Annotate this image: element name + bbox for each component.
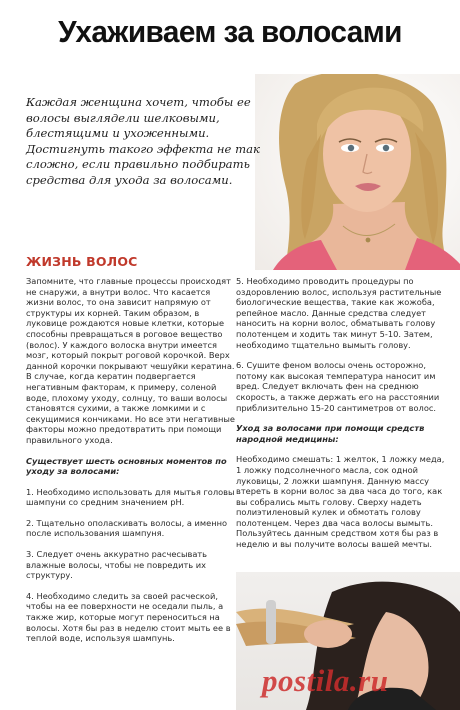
intro-text: Каждая женщина хочет, чтобы ее волосы выглядели шелковыми, блестящими и ухоженными. Достигнуть такого эффекта не так сложно, если правильно подбирать средства для ухода за волосами.: [26, 95, 260, 187]
list-item: 2. Тщательно ополаскивать волосы, а именно после использования шампуня.: [26, 517, 228, 539]
list-item: 6. Сушите феном волосы очень осторожно, потому как высокая температура наносит им вред. Следует включать фен на среднюю скорость, а также держать его на расстоянии приблизительно 15-20 сантиметров от волос.: [236, 360, 440, 413]
portrait-woman-photo: [255, 74, 460, 270]
section-heading: ЖИЗНЬ ВОЛОС: [26, 254, 138, 269]
list-item: 3. Следует очень аккуратно расчесывать влажные волосы, чтобы не повредить их структуру.: [26, 549, 208, 581]
paragraph-hair-life: Запомните, что главные процессы происходят не снаружи, а внутри волос. Что касается жизни волос, то она зависит напрямую от структуры их корней. Таким образом, в луковице рождаются новые клетки, которые способны превращаться в роговое вещество (волос). У каждого волоска внутри имеется мозг, который покрыт роговой корочкой. Верх данной корочки покрывают чешуйки кератина. В случае, когда кератин подвергается негативным факторам, к примеру, соленой воде, плохому уходу, солнцу, то ваши волосы становятся сухими, а также ломкими и с секущимися кончиками. Но все эти негативные факторы можно предотвратить при помощи правильного ухода.: [26, 276, 236, 445]
lead-folk-remedies: Уход за волосами при помощи средств народной медицины:: [236, 423, 425, 444]
list-item: 4. Необходимо следить за своей расческой, чтобы на ее поверхности не оседали пыль, а также жир, которые могут переноситься на волосы. Хотя бы раз в неделю стоит мыть ее в теплой воде, используя шампунь.: [26, 590, 231, 644]
list-item: 1. Необходимо использовать для мытья головы шампуни со средним значением pH.: [26, 486, 235, 508]
postila-watermark: postila.ru: [262, 663, 389, 698]
left-column: [26, 276, 236, 654]
list-item: 5. Необходимо проводить процедуры по оздоровлению волос, используя растительные биологические вещества, такие как жожоба, репейное масло. Данные средства следует наносить на корни волос, обматывать голову полотенцем и ходить так минут 5-10. Затем, необходимо тщательно вымыть голову.: [236, 276, 442, 350]
article-title: Ухаживаем за волосами: [58, 14, 402, 49]
right-column: [236, 276, 449, 560]
recipe-text: Необходимо смешать: 1 желток, 1 ложку меда, 1 ложку подсолнечного масла, сок одной луковицы, 2 ложки шампуня. Данную массу втереть в корни волос за два часа до того, как вы собрались мыть голову. Сверху надеть полиэтиленовый кулек и обмотать голову полотенцем. Через два часа волосы вымыть. Пользуйтесь данным средством хотя бы раз в неделю и вы получите волосы вашей мечты.: [236, 454, 445, 550]
portrait-woman-illustration: [255, 74, 460, 270]
lead-six-points: Существует шесть основных моментов по уходу за волосами:: [26, 455, 227, 477]
